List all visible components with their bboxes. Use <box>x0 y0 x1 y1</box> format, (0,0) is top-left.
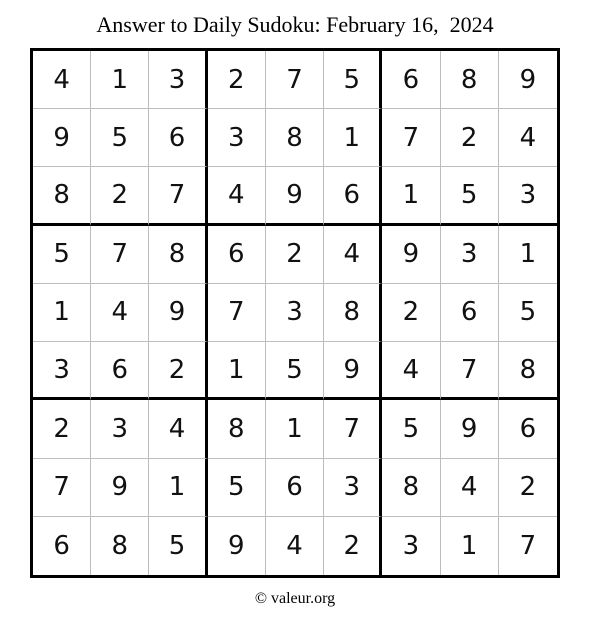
sudoku-cell: 2 <box>499 459 557 517</box>
sudoku-cell: 4 <box>33 51 91 109</box>
sudoku-cell: 2 <box>33 400 91 458</box>
sudoku-cell: 1 <box>208 342 266 400</box>
sudoku-cell: 9 <box>91 459 149 517</box>
sudoku-cell: 4 <box>441 459 499 517</box>
sudoku-cell: 1 <box>382 167 440 225</box>
sudoku-cell: 1 <box>441 517 499 575</box>
sudoku-cell: 3 <box>149 51 207 109</box>
sudoku-cell: 6 <box>441 284 499 342</box>
sudoku-cell: 3 <box>324 459 382 517</box>
sudoku-cell: 2 <box>91 167 149 225</box>
sudoku-cell: 5 <box>499 284 557 342</box>
sudoku-cell: 3 <box>91 400 149 458</box>
sudoku-grid <box>30 48 560 578</box>
sudoku-cell: 8 <box>441 51 499 109</box>
sudoku-cell: 7 <box>441 342 499 400</box>
sudoku-cell: 5 <box>382 400 440 458</box>
sudoku-cell: 9 <box>324 342 382 400</box>
sudoku-cell: 1 <box>149 459 207 517</box>
sudoku-cell: 4 <box>499 109 557 167</box>
sudoku-cell: 1 <box>33 284 91 342</box>
sudoku-cell: 7 <box>266 51 324 109</box>
sudoku-cell: 4 <box>324 226 382 284</box>
sudoku-cell: 4 <box>266 517 324 575</box>
sudoku-cell: 4 <box>91 284 149 342</box>
sudoku-cell: 6 <box>91 342 149 400</box>
page-title: Answer to Daily Sudoku: February 16, 2024 <box>96 12 494 37</box>
sudoku-cell: 9 <box>208 517 266 575</box>
sudoku-cell: 1 <box>499 226 557 284</box>
sudoku-cell: 7 <box>149 167 207 225</box>
sudoku-cell: 3 <box>266 284 324 342</box>
sudoku-cell: 3 <box>208 109 266 167</box>
sudoku-cell: 8 <box>499 342 557 400</box>
sudoku-cell: 5 <box>266 342 324 400</box>
sudoku-cell: 6 <box>149 109 207 167</box>
sudoku-cell: 9 <box>149 284 207 342</box>
sudoku-cell: 7 <box>324 400 382 458</box>
sudoku-cell: 8 <box>149 226 207 284</box>
sudoku-cell: 7 <box>91 226 149 284</box>
sudoku-cell: 3 <box>33 342 91 400</box>
sudoku-cell: 1 <box>91 51 149 109</box>
sudoku-cell: 3 <box>499 167 557 225</box>
sudoku-cell: 4 <box>382 342 440 400</box>
copyright-footer: © valeur.org <box>254 590 336 607</box>
sudoku-cell: 8 <box>33 167 91 225</box>
sudoku-cell: 2 <box>266 226 324 284</box>
sudoku-cell: 7 <box>208 284 266 342</box>
sudoku-cell: 2 <box>208 51 266 109</box>
sudoku-cell: 9 <box>441 400 499 458</box>
sudoku-cell: 5 <box>33 226 91 284</box>
sudoku-cell: 1 <box>324 109 382 167</box>
sudoku-cell: 6 <box>324 167 382 225</box>
sudoku-cell: 5 <box>208 459 266 517</box>
sudoku-cell: 6 <box>208 226 266 284</box>
sudoku-cell: 3 <box>441 226 499 284</box>
sudoku-cell: 9 <box>382 226 440 284</box>
sudoku-cell: 5 <box>441 167 499 225</box>
sudoku-cell: 8 <box>91 517 149 575</box>
sudoku-cell: 5 <box>324 51 382 109</box>
sudoku-cell: 7 <box>33 459 91 517</box>
sudoku-cell: 5 <box>149 517 207 575</box>
sudoku-cell: 1 <box>266 400 324 458</box>
sudoku-cell: 2 <box>382 284 440 342</box>
sudoku-cell: 9 <box>499 51 557 109</box>
sudoku-cell: 2 <box>324 517 382 575</box>
sudoku-cell: 4 <box>149 400 207 458</box>
sudoku-cell: 8 <box>382 459 440 517</box>
sudoku-cell: 6 <box>266 459 324 517</box>
sudoku-cell: 8 <box>324 284 382 342</box>
sudoku-cell: 3 <box>382 517 440 575</box>
sudoku-cell: 7 <box>382 109 440 167</box>
sudoku-cell: 9 <box>33 109 91 167</box>
sudoku-cell: 2 <box>441 109 499 167</box>
sudoku-cell: 5 <box>91 109 149 167</box>
sudoku-cell: 6 <box>382 51 440 109</box>
sudoku-cell: 4 <box>208 167 266 225</box>
sudoku-cell: 8 <box>266 109 324 167</box>
sudoku-cell: 2 <box>149 342 207 400</box>
sudoku-cell: 9 <box>266 167 324 225</box>
sudoku-cell: 6 <box>33 517 91 575</box>
sudoku-cell: 7 <box>519 530 537 561</box>
sudoku-cell: 6 <box>499 400 557 458</box>
sudoku-cell: 8 <box>208 400 266 458</box>
